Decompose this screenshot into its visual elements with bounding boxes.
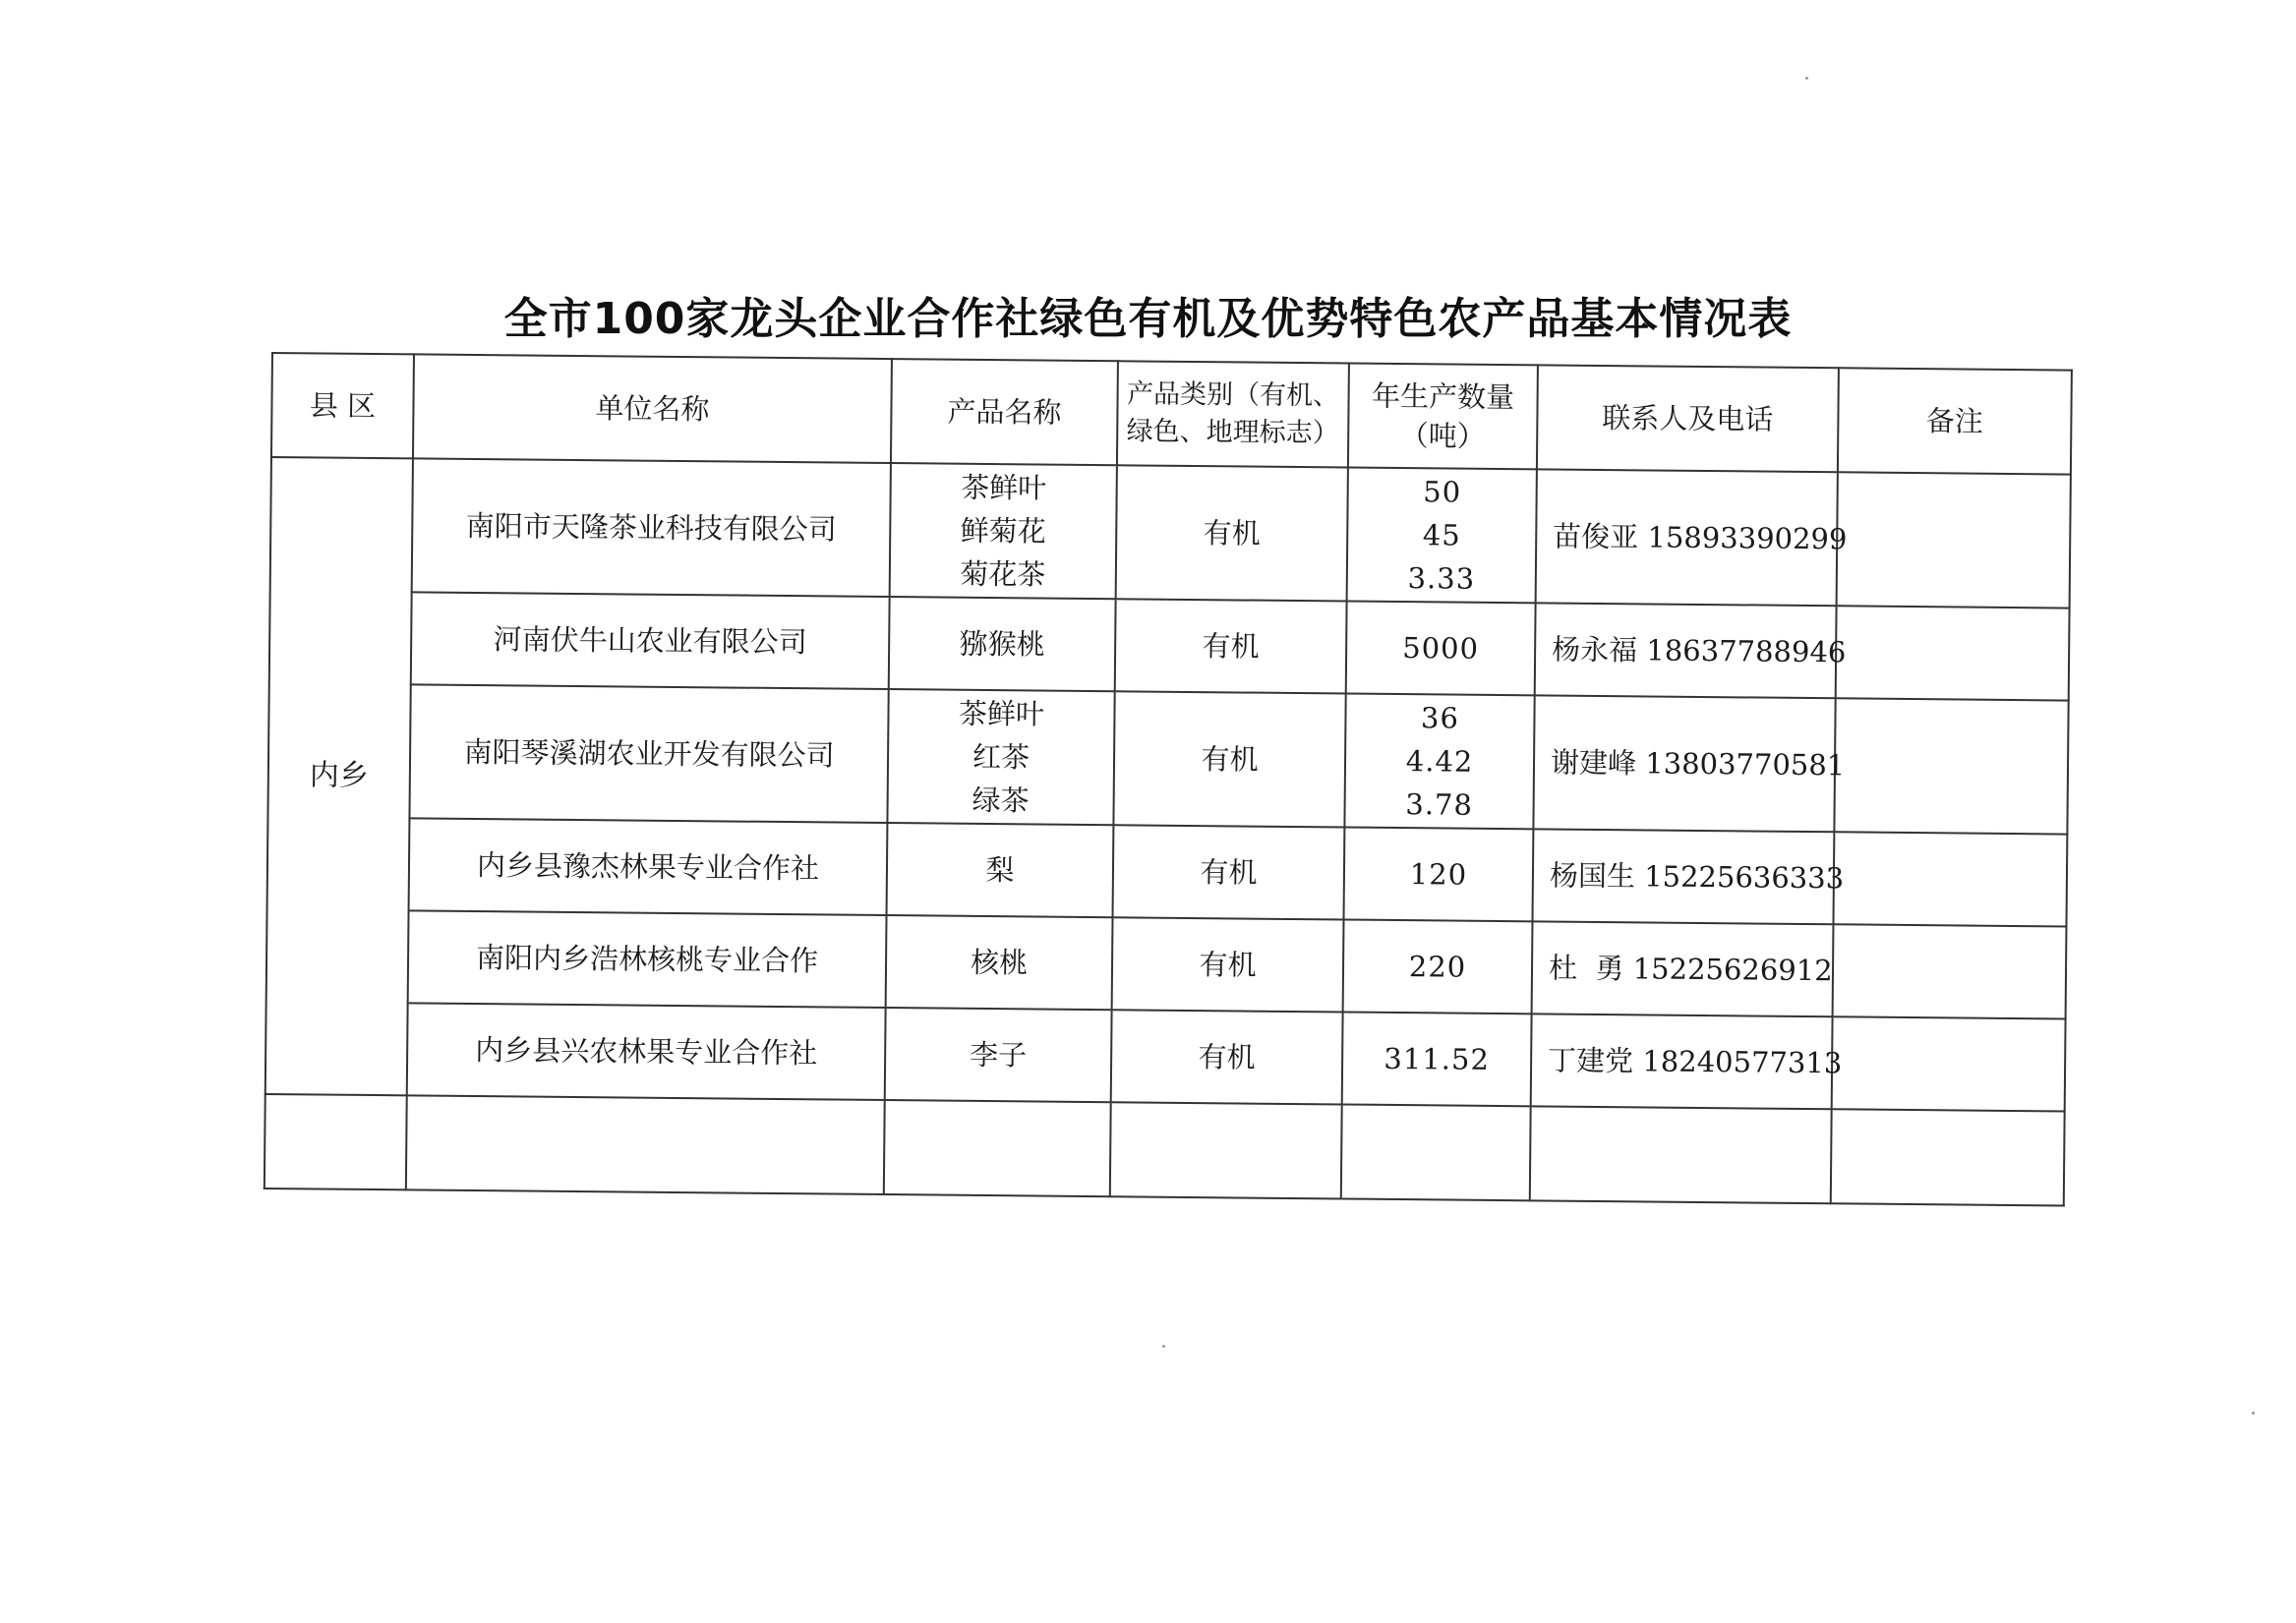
- remarks-cell: [1836, 606, 2070, 700]
- unit-cell: 河南伏牛山农业有限公司: [411, 592, 890, 689]
- quantity-value: 50: [1423, 475, 1462, 509]
- contact-cell: 杜 勇 15225626912: [1532, 921, 1834, 1016]
- product-cell: 核桃: [886, 915, 1113, 1010]
- empty-cell: [1530, 1106, 1832, 1203]
- empty-cell: [406, 1095, 885, 1194]
- table-header-row: [271, 353, 2072, 475]
- header-contact: 联系人及电话: [1537, 365, 1839, 472]
- product-name: 鲜菊花: [960, 513, 1046, 549]
- header-product: 产品名称: [891, 359, 1118, 465]
- contact-cell: 谢建峰 13803770581: [1533, 695, 1835, 832]
- unit-cell: 南阳琴溪湖农业开发有限公司: [409, 684, 888, 823]
- quantity-value: 3.78: [1405, 787, 1474, 822]
- product-name: 绿茶: [971, 783, 1030, 818]
- quantity-cell: [1344, 694, 1534, 830]
- quantity-cell: [1347, 468, 1537, 604]
- header-county: 县 区: [271, 353, 414, 458]
- product-cell: [887, 689, 1114, 825]
- quantity-value: 3.33: [1407, 561, 1476, 596]
- header-annual-output: 年生产数量（吨）: [1348, 364, 1538, 470]
- contact-cell: 丁建党 18240577313: [1531, 1014, 1833, 1109]
- empty-cell: [1341, 1104, 1531, 1200]
- remarks-cell: [1833, 832, 2067, 926]
- category-cell: 有机: [1113, 825, 1345, 919]
- remarks-cell: [1837, 472, 2071, 608]
- product-cell: 梨: [887, 823, 1114, 917]
- data-table: [264, 352, 2073, 1207]
- contact-cell: 杨国生 15225636333: [1532, 829, 1834, 924]
- unit-cell: 南阳内乡浩林核桃专业合作: [408, 910, 887, 1008]
- category-cell: 有机: [1115, 599, 1347, 693]
- page-title: 全市100家龙头企业合作社绿色有机及优势特色农产品基本情况表: [503, 294, 1793, 344]
- table-row: [270, 457, 2071, 609]
- table-row: [265, 1002, 2066, 1112]
- county-cell: 内乡: [265, 457, 413, 1095]
- quantity-cell: 5000: [1346, 602, 1536, 696]
- empty-cell: [265, 1094, 407, 1189]
- category-cell: 有机: [1112, 917, 1344, 1012]
- product-cell: 李子: [885, 1008, 1112, 1102]
- product-cell: 猕猴桃: [889, 597, 1116, 691]
- product-name: 红茶: [971, 739, 1030, 775]
- scan-speck: [1805, 77, 1808, 80]
- header-remarks: 备注: [1838, 368, 2072, 474]
- remarks-cell: [1834, 698, 2068, 834]
- empty-cell: [884, 1100, 1111, 1196]
- header-category: 产品类别（有机、绿色、地理标志）: [1117, 361, 1349, 467]
- header-unit: 单位名称: [413, 354, 892, 463]
- product-cell: [890, 463, 1117, 599]
- empty-cell: [1831, 1109, 2065, 1205]
- scan-speck: [2252, 1412, 2255, 1415]
- table-row: [267, 683, 2068, 835]
- quantity-cell: 120: [1344, 827, 1534, 921]
- table-row: [266, 909, 2067, 1019]
- table-container: [264, 352, 2071, 1207]
- quantity-cell: 220: [1343, 919, 1533, 1014]
- table-row: [267, 817, 2068, 927]
- table-row-empty: [265, 1094, 2065, 1206]
- product-name: 茶鲜叶: [958, 696, 1045, 731]
- quantity-cell: 311.52: [1342, 1012, 1532, 1106]
- product-name: 菊花茶: [960, 556, 1046, 592]
- quantity-value: 45: [1422, 518, 1461, 552]
- quantity-value: 4.42: [1405, 744, 1474, 779]
- product-name: 茶鲜叶: [961, 470, 1047, 505]
- quantity-value: 36: [1420, 701, 1460, 735]
- unit-cell: 内乡县兴农林果专业合作社: [407, 1003, 886, 1100]
- category-cell: 有机: [1116, 465, 1348, 601]
- unit-cell: 内乡县豫杰林果专业合作社: [409, 818, 888, 915]
- contact-cell: 苗俊亚 15893390299: [1536, 469, 1838, 606]
- category-cell: 有机: [1113, 691, 1345, 827]
- unit-cell: 南阳市天隆茶业科技有限公司: [412, 458, 891, 597]
- contact-cell: 杨永福 18637788946: [1535, 603, 1837, 698]
- remarks-cell: [1833, 924, 2067, 1018]
- table-row: [269, 591, 2070, 701]
- scan-speck: [1162, 1345, 1165, 1348]
- category-cell: 有机: [1111, 1010, 1343, 1104]
- empty-cell: [1110, 1102, 1342, 1198]
- remarks-cell: [1832, 1016, 2066, 1111]
